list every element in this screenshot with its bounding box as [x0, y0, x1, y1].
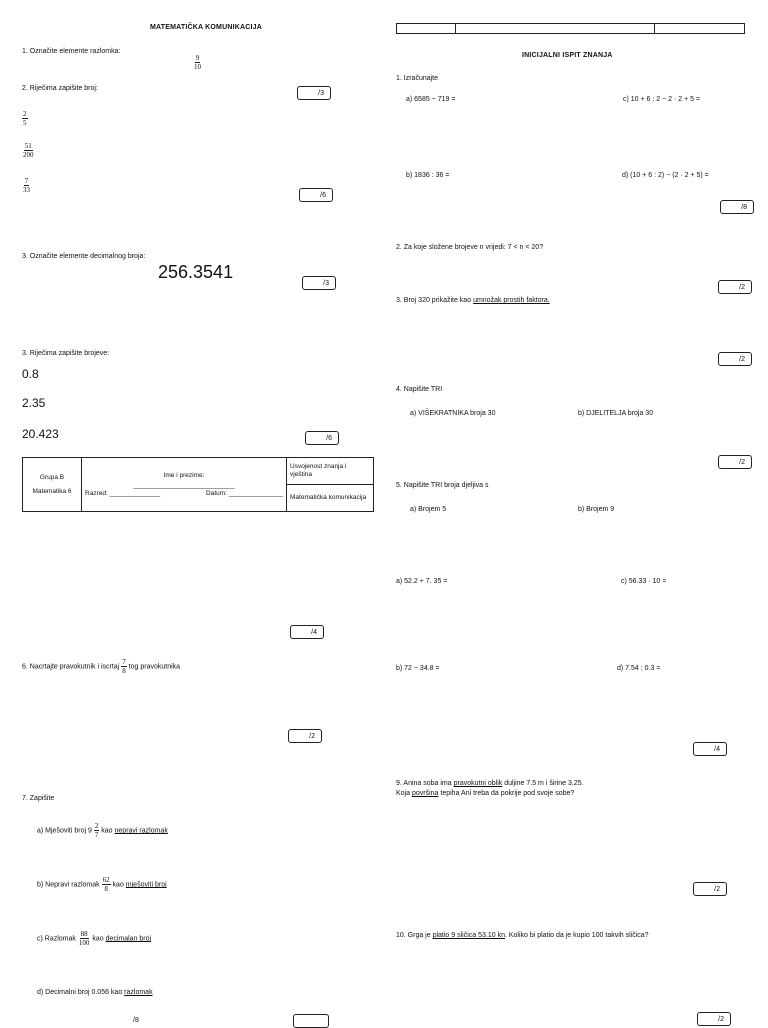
fraction-numerator: 62 [102, 876, 110, 884]
fraction-numerator: 2 [94, 822, 99, 830]
right-q1-d: d) (10 + 6 : 2) − (2 · 2 + 5) = [622, 172, 709, 179]
right-q6-b: b) 72 − 34.8 = [396, 665, 440, 672]
number-item: 0.8 [22, 367, 39, 381]
right-q10-paid: platio 9 sličica 53.10 kn [432, 932, 505, 939]
right-q9-line2-post: tepiha Ani treba da pokrije pod svoje sobe? [440, 790, 575, 797]
q7-score-label: /8 [133, 1017, 139, 1024]
fraction-numerator: 51 [24, 142, 32, 150]
right-q9-line1 [396, 779, 584, 788]
fraction-numerator: 2 [23, 110, 27, 118]
right-q5-a: a) Brojem 5 [410, 506, 447, 513]
score-box-left-q2b[interactable]: /6 [299, 188, 333, 202]
header-strip [396, 23, 745, 34]
name-label: Ime i prezime: [163, 471, 205, 479]
score-box-right-q10[interactable]: /2 [697, 1012, 731, 1026]
right-q4-text: 4. Napišite TRI [396, 386, 443, 393]
fraction-denominator: 7 [94, 831, 99, 839]
left-q1-text: 1. Označite elemente razlomka: [22, 48, 121, 55]
q6-post: tog pravokutnika [128, 663, 181, 671]
right-q9-shape: pravokutni oblik [453, 780, 503, 787]
decimal-number: 256.3541 [158, 262, 234, 282]
fraction-7-8 [121, 658, 127, 675]
fraction-51-200 [22, 142, 35, 159]
right-q1-c: c) 10 + 6 : 2 − 2 · 2 + 5 = [623, 96, 701, 103]
q7-b-target: mješoviti broj [125, 881, 167, 889]
right-q10-pre: 10. Grga je [396, 932, 431, 939]
q7-a-pre: a) Mješoviti broj 9 [37, 827, 92, 835]
student-cell [82, 458, 287, 512]
q6-pre: 6. Nacrtajte pravokutnik i iscrtaj [22, 663, 120, 671]
date-field[interactable]: Datum: _______________ [206, 489, 283, 497]
score-box-left-q6[interactable]: /2 [288, 729, 322, 743]
fraction-denominator: 100 [78, 939, 90, 947]
right-q1-b: b) 1836 : 36 = [406, 172, 450, 179]
skills-cell: Usvojenost znanja i vještina [287, 458, 374, 485]
fraction-88-100 [78, 930, 91, 947]
q7-c-mid: kao [92, 935, 104, 943]
right-q10-post: . Koliko bi platio da je kupio 100 takvih sličica? [504, 932, 649, 939]
number-item: 2.35 [22, 396, 46, 410]
right-q3-pre: 3. Broj 320 prikažite kao [396, 297, 472, 304]
right-q9-line2 [396, 789, 574, 798]
fraction-numerator: 7 [24, 177, 29, 185]
score-box-left-q3a[interactable]: /3 [302, 276, 336, 290]
score-box-right-q6[interactable]: /4 [693, 742, 727, 756]
q7-c-pre: c) Razlomak [37, 935, 76, 943]
fraction-7-33 [22, 177, 31, 194]
fraction-denominator: 8 [122, 667, 126, 675]
score-box-right-q3[interactable]: /2 [718, 352, 752, 366]
group-cell [23, 458, 82, 512]
class-date-row [85, 490, 283, 498]
group-label: Grupa B [39, 473, 65, 481]
right-q3-line [396, 296, 550, 305]
right-q9-mid: duljine 7.5 m i širine 3.25. [504, 780, 584, 787]
group-info-table [22, 457, 374, 512]
q7-a-line [37, 822, 168, 839]
score-box-right-q4[interactable]: /2 [718, 455, 752, 469]
q7-d-pre: d) Decimalni broj 0.056 kao [37, 989, 123, 996]
score-box-left-q7[interactable] [293, 1014, 329, 1028]
left-q2-text: 2. Riječima zapišite broj: [22, 85, 98, 92]
right-q10-line [396, 931, 649, 940]
left-title: MATEMATIČKA KOMUNIKACIJA [150, 24, 262, 31]
score-box-left-q3b[interactable]: /6 [305, 431, 339, 445]
q7-b-pre: b) Nepravi razlomak [37, 881, 100, 889]
name-line[interactable]: ____________________________ [133, 481, 235, 489]
q7-d-target: razlomak [124, 989, 153, 996]
right-q9-pre: 9. Anina soba ima [396, 780, 452, 787]
communication-cell: Matematička komunikacija [287, 485, 374, 512]
right-q9-line2-pre: Koja [396, 790, 411, 797]
header-divider [455, 24, 456, 33]
q7-b-mid: kao [112, 881, 124, 889]
q7-a-mid: kao [101, 827, 113, 835]
right-q5-text: 5. Napišite TRI broja djeljiva s [396, 482, 489, 489]
score-box-right-q9[interactable]: /2 [693, 882, 727, 896]
right-q1-a: a) 6585 − 719 = [406, 96, 456, 103]
left-q6-line [22, 658, 180, 675]
fraction-denominator: 10 [194, 63, 201, 71]
fraction-denominator: 5 [23, 119, 27, 127]
score-box-left-4[interactable]: /4 [290, 625, 324, 639]
score-box-right-q2[interactable]: /2 [718, 280, 752, 294]
right-q6-d: d) 7.54 : 0.3 = [617, 665, 661, 672]
right-q4-a: a) VIŠEKRATNIKA broja 30 [410, 410, 496, 417]
fraction-numerator: 7 [122, 658, 126, 666]
q7-a-target: nepravi razlomak [114, 827, 168, 835]
left-q3b-text: 3. Riječima zapišite brojeve: [22, 350, 110, 357]
right-title: INICIJALNI ISPIT ZNANJA [522, 52, 613, 59]
subject-label: Matematika 6 [32, 487, 72, 495]
left-q7-text: 7. Zapišite [22, 795, 55, 802]
number-item: 20.423 [22, 427, 59, 441]
fraction-2-7 [94, 822, 100, 839]
fraction-9-10 [193, 54, 202, 71]
q7-b-line [37, 876, 167, 893]
right-q4-b: b) DJELITELJA broja 30 [578, 410, 654, 417]
header-divider [654, 24, 655, 33]
fraction-2-5 [22, 110, 28, 127]
fraction-denominator: 200 [23, 151, 34, 159]
right-q9-area: površina [411, 790, 439, 797]
class-field[interactable]: Razred: ______________ [85, 489, 161, 497]
right-q5-b: b) Brojem 9 [578, 506, 615, 513]
right-q1-text: 1. Izračunajte [396, 75, 439, 82]
right-q6-c: c) 56.33 · 10 = [621, 578, 667, 585]
right-q2-text: 2. Za koje složene brojeve n vrijedi: 7 < n < 20? [396, 244, 544, 251]
q7-c-target: decimalan broj [105, 935, 152, 943]
score-box-right-q1[interactable]: /8 [720, 200, 754, 214]
right-q3-target: umnožak prostih faktora. [473, 297, 550, 304]
q7-d-line [37, 988, 153, 997]
fraction-denominator: 33 [23, 186, 30, 194]
left-q3a-text: 3. Označite elemente decimalnog broja: [22, 253, 146, 260]
fraction-numerator: 9 [195, 54, 200, 62]
fraction-denominator: 8 [104, 885, 108, 893]
fraction-62-8 [102, 876, 111, 893]
q7-c-line [37, 930, 151, 947]
fraction-numerator: 88 [80, 930, 88, 938]
score-box-left-q2[interactable]: /3 [297, 86, 331, 100]
right-q6-a: a) 52.2 + 7. 35 = [396, 578, 448, 585]
